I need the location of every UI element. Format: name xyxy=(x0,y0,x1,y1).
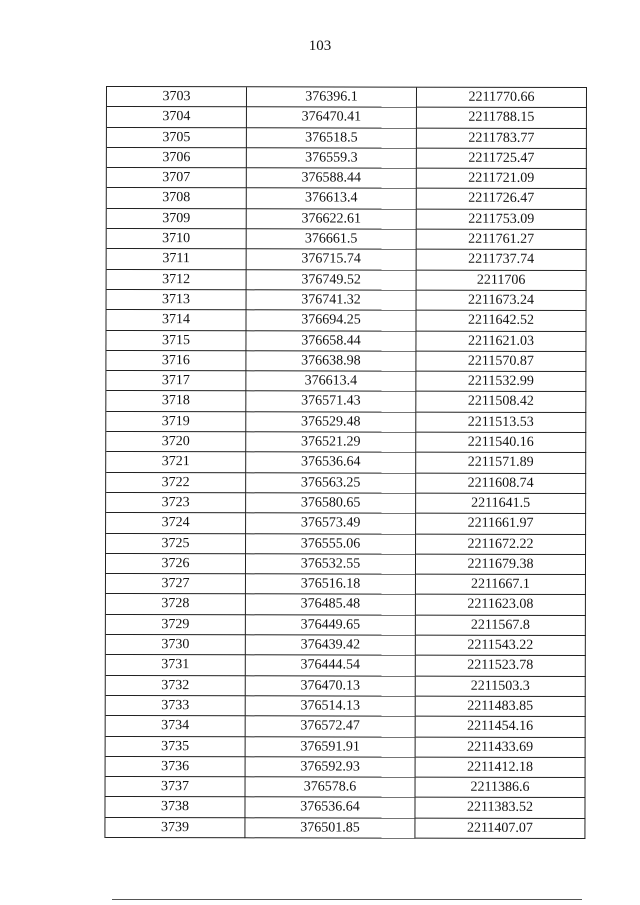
point-number-cell: 3707 xyxy=(107,168,247,189)
y-coordinate-cell: 2211788.15 xyxy=(417,108,587,129)
point-number-cell: 3709 xyxy=(107,209,247,230)
point-number-cell: 3706 xyxy=(107,148,247,169)
point-number-cell: 3722 xyxy=(106,473,246,494)
x-coordinate-cell: 376514.13 xyxy=(246,696,416,717)
point-number-cell: 3721 xyxy=(106,452,246,473)
x-coordinate-cell: 376580.65 xyxy=(246,493,416,514)
table-row xyxy=(105,818,585,839)
y-coordinate-cell: 2211770.66 xyxy=(417,88,587,109)
x-coordinate-cell: 376529.48 xyxy=(246,412,416,433)
point-number-cell: 3732 xyxy=(106,676,246,697)
y-coordinate-cell: 2211608.74 xyxy=(416,473,586,494)
y-coordinate-cell: 2211672.22 xyxy=(416,534,586,555)
x-coordinate-cell: 376470.13 xyxy=(246,676,416,697)
x-coordinate-cell: 376572.47 xyxy=(246,716,416,737)
x-coordinate-cell: 376521.29 xyxy=(246,432,416,453)
y-coordinate-cell: 2211761.27 xyxy=(417,230,587,251)
y-coordinate-cell: 2211706 xyxy=(417,270,587,291)
x-coordinate-cell: 376613.4 xyxy=(246,371,416,392)
x-coordinate-cell: 376563.25 xyxy=(246,473,416,494)
point-number-cell: 3730 xyxy=(106,635,246,656)
point-number-cell: 3703 xyxy=(107,87,247,108)
table-row xyxy=(106,676,586,697)
table-row xyxy=(106,310,586,331)
x-coordinate-cell: 376592.93 xyxy=(246,757,416,778)
point-number-cell: 3711 xyxy=(107,249,247,270)
table-row xyxy=(107,270,587,291)
x-coordinate-cell: 376444.54 xyxy=(246,656,416,677)
point-number-cell: 3739 xyxy=(105,818,245,839)
point-number-cell: 3726 xyxy=(106,554,246,575)
y-coordinate-cell: 2211721.09 xyxy=(417,169,587,190)
x-coordinate-cell: 376449.65 xyxy=(246,615,416,636)
table-row xyxy=(106,757,586,778)
y-coordinate-cell: 2211667.1 xyxy=(416,575,586,596)
table-row xyxy=(107,148,587,169)
y-coordinate-cell: 2211623.08 xyxy=(416,595,586,616)
table-row xyxy=(105,797,585,818)
y-coordinate-cell: 2211641.5 xyxy=(416,494,586,515)
x-coordinate-cell: 376518.5 xyxy=(247,128,417,149)
y-coordinate-cell: 2211540.16 xyxy=(416,433,586,454)
table-row xyxy=(107,188,587,209)
point-number-cell: 3712 xyxy=(107,270,247,291)
x-coordinate-cell: 376661.5 xyxy=(247,229,417,250)
x-coordinate-cell: 376559.3 xyxy=(247,148,417,169)
table-row xyxy=(106,351,586,372)
point-number-cell: 3717 xyxy=(106,371,246,392)
x-coordinate-cell: 376485.48 xyxy=(246,595,416,616)
y-coordinate-cell: 2211543.22 xyxy=(416,636,586,657)
x-coordinate-cell: 376591.91 xyxy=(246,737,416,758)
point-number-cell: 3724 xyxy=(106,513,246,534)
table-row xyxy=(106,473,586,494)
point-number-cell: 3718 xyxy=(106,391,246,412)
point-number-cell: 3723 xyxy=(106,493,246,514)
point-number-cell: 3733 xyxy=(106,696,246,717)
y-coordinate-cell: 2211508.42 xyxy=(416,392,586,413)
table-row xyxy=(106,331,586,352)
x-coordinate-cell: 376396.1 xyxy=(247,87,417,108)
table-row xyxy=(106,777,586,798)
point-number-cell: 3735 xyxy=(106,737,246,758)
point-number-cell: 3714 xyxy=(106,310,246,331)
x-coordinate-cell: 376578.6 xyxy=(246,777,416,798)
x-coordinate-cell: 376694.25 xyxy=(246,311,416,332)
table-row xyxy=(107,290,587,311)
point-number-cell: 3708 xyxy=(107,188,247,209)
point-number-cell: 3734 xyxy=(106,716,246,737)
table-row xyxy=(107,209,587,230)
x-coordinate-cell: 376439.42 xyxy=(246,635,416,656)
point-number-cell: 3704 xyxy=(107,107,247,128)
table-row xyxy=(106,432,586,453)
y-coordinate-cell: 2211503.3 xyxy=(416,676,586,697)
table-row xyxy=(106,696,586,717)
bottom-edge-line xyxy=(112,899,582,900)
y-coordinate-cell: 2211571.89 xyxy=(416,453,586,474)
point-number-cell: 3716 xyxy=(106,351,246,372)
table-row xyxy=(106,737,586,758)
x-coordinate-cell: 376555.06 xyxy=(246,534,416,555)
point-number-cell: 3727 xyxy=(106,574,246,595)
x-coordinate-cell: 376638.98 xyxy=(246,351,416,372)
table-row xyxy=(106,513,586,534)
x-coordinate-cell: 376588.44 xyxy=(247,168,417,189)
point-number-cell: 3736 xyxy=(106,757,246,778)
point-number-cell: 3738 xyxy=(105,797,245,818)
y-coordinate-cell: 2211383.52 xyxy=(415,798,585,819)
y-coordinate-cell: 2211483.85 xyxy=(416,697,586,718)
table-row xyxy=(107,168,587,189)
x-coordinate-cell: 376516.18 xyxy=(246,574,416,595)
y-coordinate-cell: 2211673.24 xyxy=(417,291,587,312)
x-coordinate-cell: 376532.55 xyxy=(246,554,416,575)
x-coordinate-cell: 376622.61 xyxy=(247,209,417,230)
y-coordinate-cell: 2211567.8 xyxy=(416,615,586,636)
point-number-cell: 3729 xyxy=(106,615,246,636)
table-row xyxy=(107,87,587,108)
x-coordinate-cell: 376715.74 xyxy=(247,250,417,271)
table-row xyxy=(106,716,586,737)
point-number-cell: 3715 xyxy=(106,331,246,352)
y-coordinate-cell: 2211726.47 xyxy=(417,189,587,210)
table-row xyxy=(106,493,586,514)
table-row xyxy=(106,574,586,595)
x-coordinate-cell: 376749.52 xyxy=(247,270,417,291)
y-coordinate-cell: 2211412.18 xyxy=(416,757,586,778)
x-coordinate-cell: 376741.32 xyxy=(247,290,417,311)
x-coordinate-cell: 376573.49 xyxy=(246,514,416,535)
table-row xyxy=(106,452,586,473)
table-row xyxy=(106,412,586,433)
x-coordinate-cell: 376571.43 xyxy=(246,392,416,413)
y-coordinate-cell: 2211753.09 xyxy=(417,209,587,230)
point-number-cell: 3713 xyxy=(107,290,247,311)
table-row xyxy=(106,594,586,615)
y-coordinate-cell: 2211661.97 xyxy=(416,514,586,535)
point-number-cell: 3725 xyxy=(106,534,246,555)
x-coordinate-cell: 376470.41 xyxy=(247,108,417,129)
y-coordinate-cell: 2211737.74 xyxy=(417,250,587,271)
point-number-cell: 3731 xyxy=(106,655,246,676)
x-coordinate-cell: 376501.85 xyxy=(245,818,415,839)
point-number-cell: 3737 xyxy=(106,777,246,798)
x-coordinate-cell: 376613.4 xyxy=(247,189,417,210)
y-coordinate-cell: 2211570.87 xyxy=(416,352,586,373)
x-coordinate-cell: 376536.64 xyxy=(246,453,416,474)
table-row xyxy=(107,229,587,250)
table-row xyxy=(106,391,586,412)
table-row xyxy=(106,635,586,656)
x-coordinate-cell: 376536.64 xyxy=(245,798,415,819)
table-row xyxy=(106,554,586,575)
point-number-cell: 3719 xyxy=(106,412,246,433)
coordinates-table xyxy=(104,86,587,839)
y-coordinate-cell: 2211386.6 xyxy=(416,778,586,799)
table-row xyxy=(106,371,586,392)
point-number-cell: 3705 xyxy=(107,128,247,149)
point-number-cell: 3728 xyxy=(106,594,246,615)
table-row xyxy=(106,534,586,555)
table-row xyxy=(107,128,587,149)
y-coordinate-cell: 2211679.38 xyxy=(416,554,586,575)
point-number-cell: 3710 xyxy=(107,229,247,250)
y-coordinate-cell: 2211725.47 xyxy=(417,149,587,170)
y-coordinate-cell: 2211433.69 xyxy=(416,737,586,758)
y-coordinate-cell: 2211454.16 xyxy=(416,717,586,738)
y-coordinate-cell: 2211783.77 xyxy=(417,128,587,149)
y-coordinate-cell: 2211532.99 xyxy=(416,372,586,393)
y-coordinate-cell: 2211407.07 xyxy=(415,818,585,839)
y-coordinate-cell: 2211513.53 xyxy=(416,412,586,433)
table-row xyxy=(106,615,586,636)
y-coordinate-cell: 2211642.52 xyxy=(416,311,586,332)
table-row xyxy=(107,249,587,270)
table-row xyxy=(106,655,586,676)
page-number: 103 xyxy=(308,38,332,54)
y-coordinate-cell: 2211621.03 xyxy=(416,331,586,352)
point-number-cell: 3720 xyxy=(106,432,246,453)
y-coordinate-cell: 2211523.78 xyxy=(416,656,586,677)
table-row xyxy=(107,107,587,128)
x-coordinate-cell: 376658.44 xyxy=(246,331,416,352)
